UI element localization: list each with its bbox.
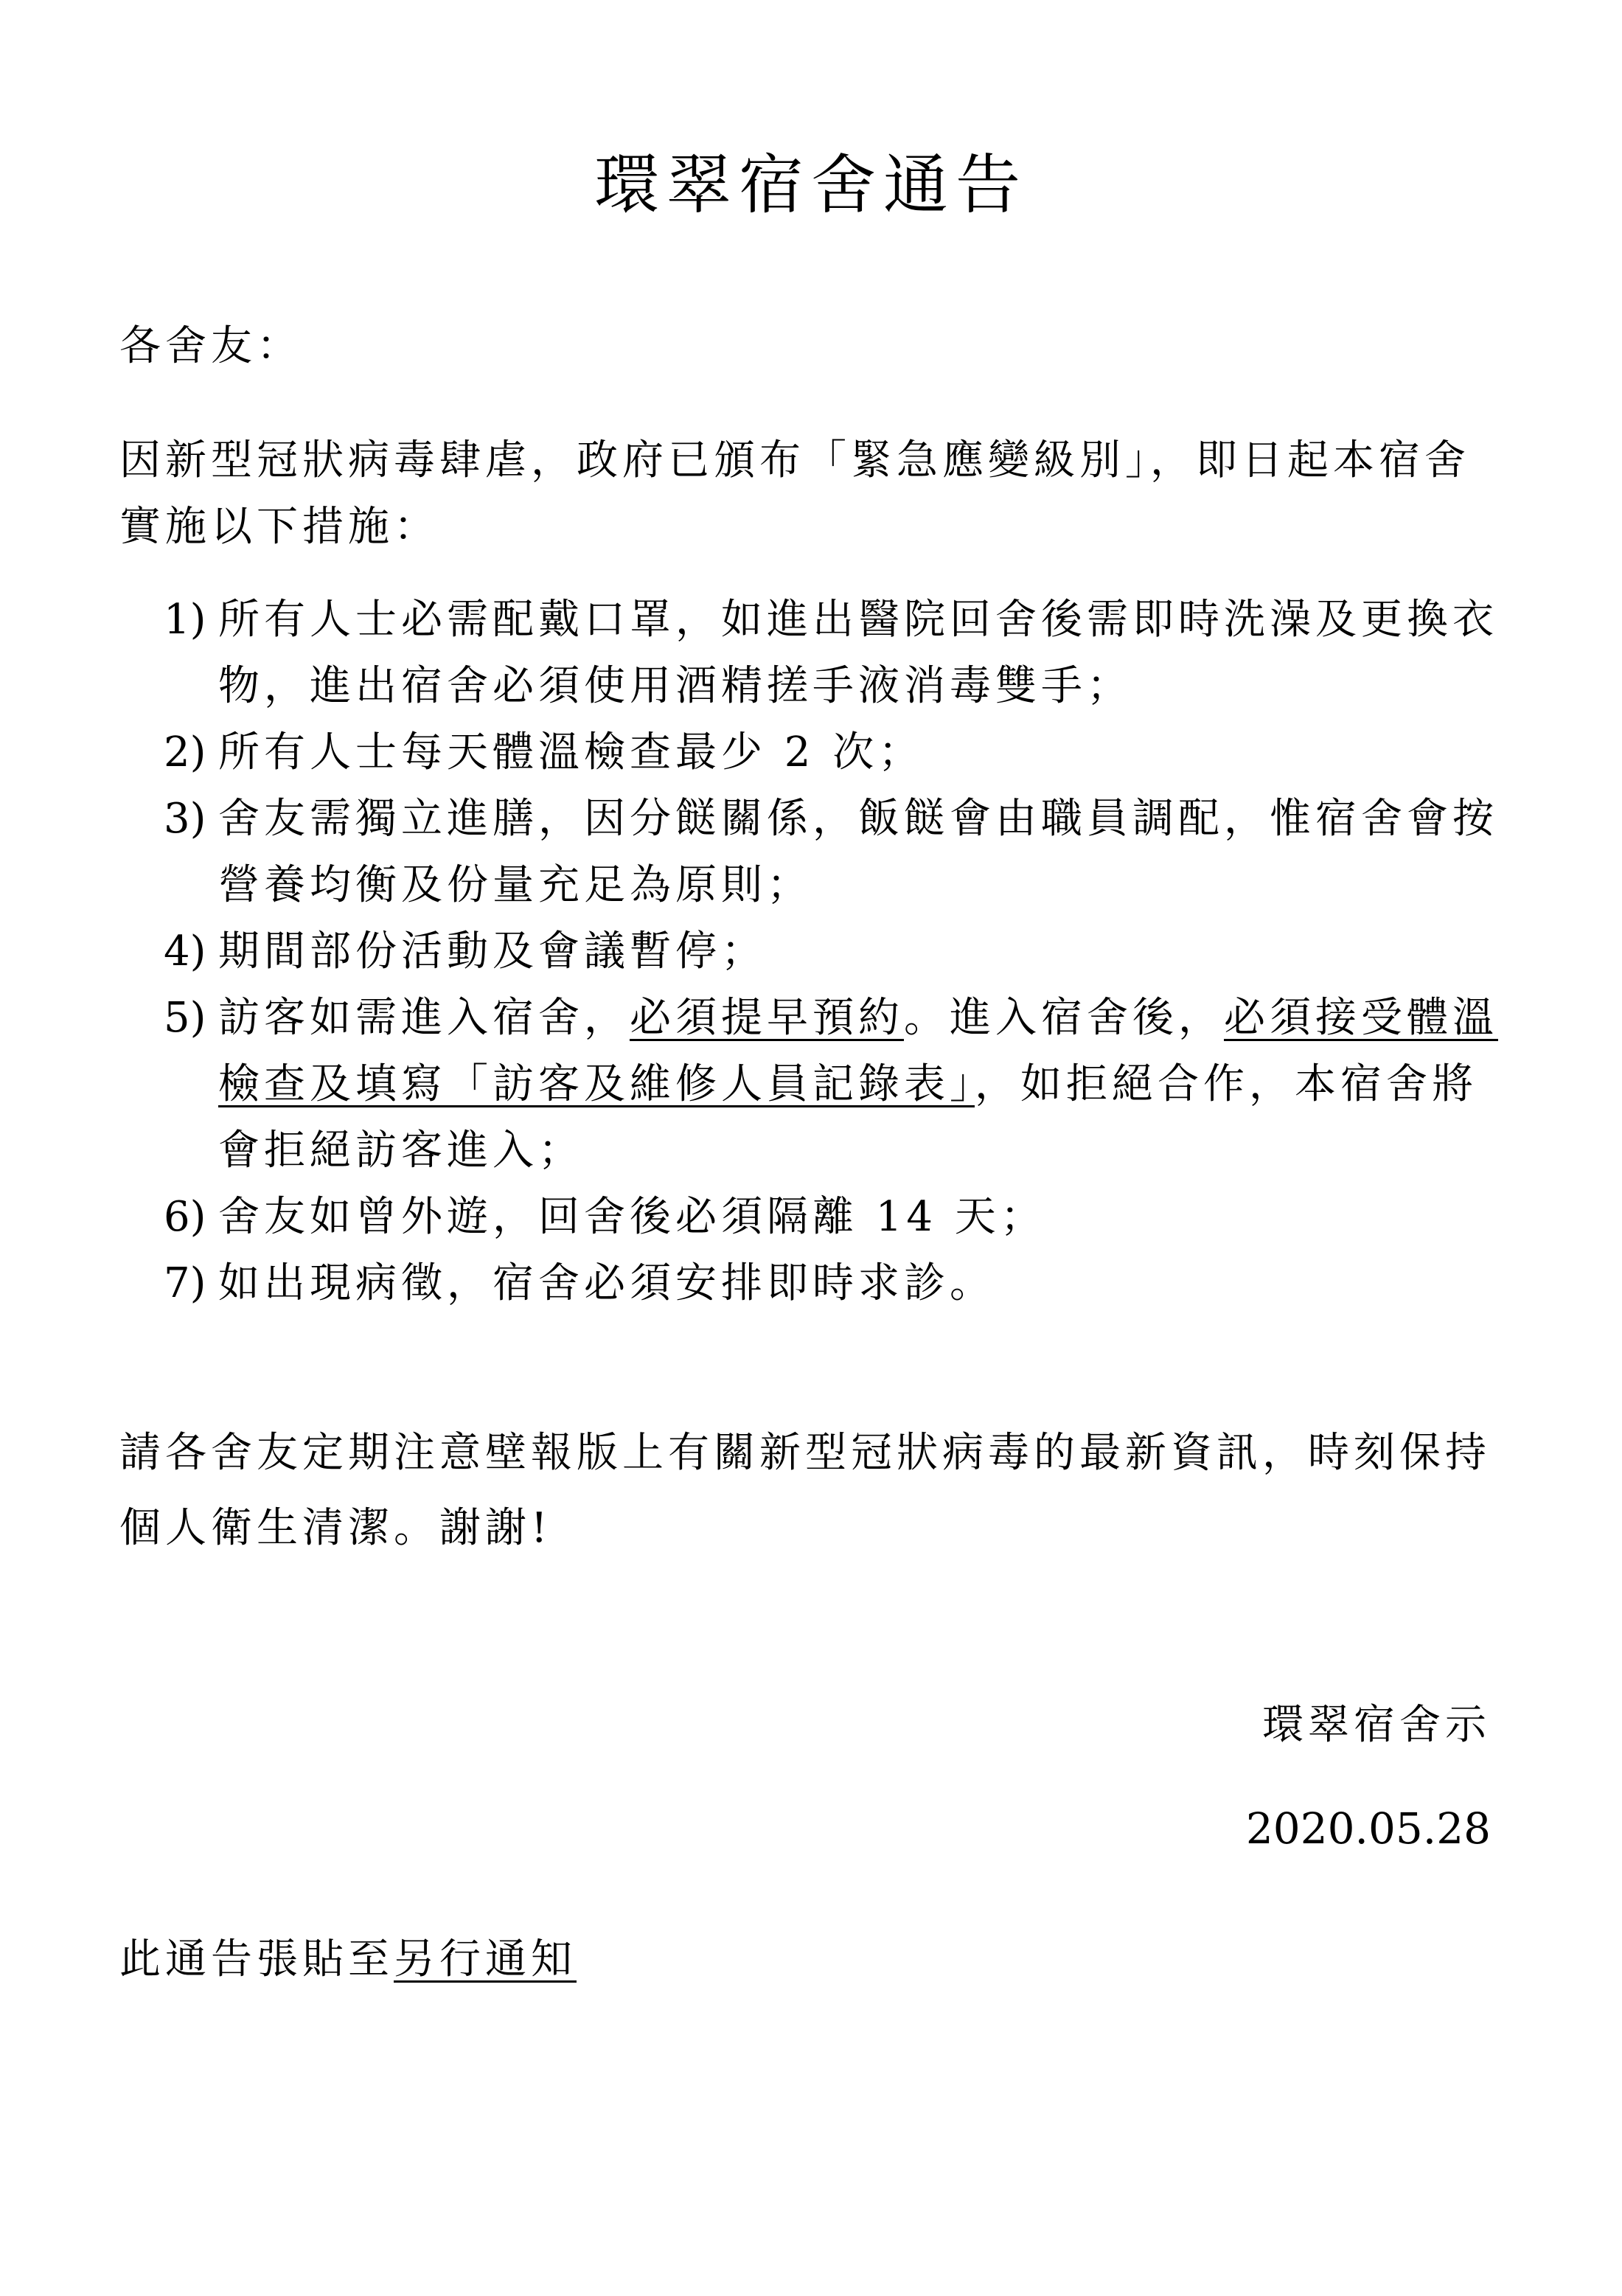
- measure-text: 舍友如曾外遊，回舍後必須隔離 14 天；: [218, 1193, 1046, 1241]
- measure-text: 如出現病徵，宿舍必須安排即時求診。: [218, 1259, 995, 1307]
- measure-text: 所有人士每天體溫檢查最少 2 次；: [218, 728, 925, 776]
- measure-text-part: 訪客如需進入宿舍，: [218, 994, 630, 1042]
- greeting: 各舍友：: [119, 322, 302, 370]
- underlined-requirement: 必須接受體溫檢查及填寫「訪客及維修人員記錄表」: [218, 994, 1498, 1108]
- measure-text-part: 。進入宿舍後，: [904, 994, 1224, 1042]
- measure-number: 4): [164, 928, 206, 975]
- posting-note: [119, 1930, 577, 1989]
- measure-text: 所有人士必需配戴口罩，如進出醫院回舍後需即時洗澡及更換衣物，進出宿舍必須使用酒精搓手液消毒雙手；: [218, 596, 1498, 710]
- underlined-requirement: 必須提早預約: [630, 994, 904, 1042]
- intro-paragraph: 因新型冠狀病毒肆虐，政府已頒布「緊急應變級別」，即日起本宿舍實施以下措施：: [119, 436, 1470, 551]
- closing-paragraph: 請各舍友定期注意壁報版上有關新型冠狀病毒的最新資訊，時刻保持個人衛生清潔。謝謝!: [119, 1429, 1491, 1552]
- measure-number: 3): [164, 795, 206, 843]
- measure-number: 6): [164, 1193, 206, 1241]
- measure-number: 1): [164, 596, 206, 644]
- measure-number: 7): [164, 1259, 206, 1307]
- measure-text-part: ，如拒絕合作，本宿舍將會拒絕訪客進入；: [218, 1060, 1477, 1175]
- measure-item-7: [164, 1250, 1506, 1317]
- measure-item-1: [164, 587, 1506, 720]
- measure-item-5: [164, 985, 1506, 1184]
- posting-note-duration: 另行通知: [394, 1935, 577, 1983]
- measure-item-6: [164, 1184, 1506, 1250]
- notice-date: 2020.05.28: [1245, 1803, 1491, 1854]
- measure-item-2: [164, 720, 1506, 786]
- signoff: 環翠宿舍示: [1262, 1701, 1491, 1749]
- measure-text: 舍友需獨立進膳，因分餸關係，飯餸會由職員調配，惟宿舍會按營養均衡及份量充足為原則；: [218, 795, 1498, 909]
- measure-number: 5): [164, 994, 206, 1042]
- measure-number: 2): [164, 728, 206, 776]
- posting-note-prefix: 此通告張貼至: [119, 1935, 394, 1983]
- notice-title: 環翠宿舍通告: [594, 147, 1028, 223]
- measure-item-3: [164, 786, 1506, 919]
- measures-list: [164, 587, 1506, 1317]
- measure-item-4: [164, 919, 1506, 985]
- measure-text: 期間部份活動及會議暫停；: [218, 928, 767, 975]
